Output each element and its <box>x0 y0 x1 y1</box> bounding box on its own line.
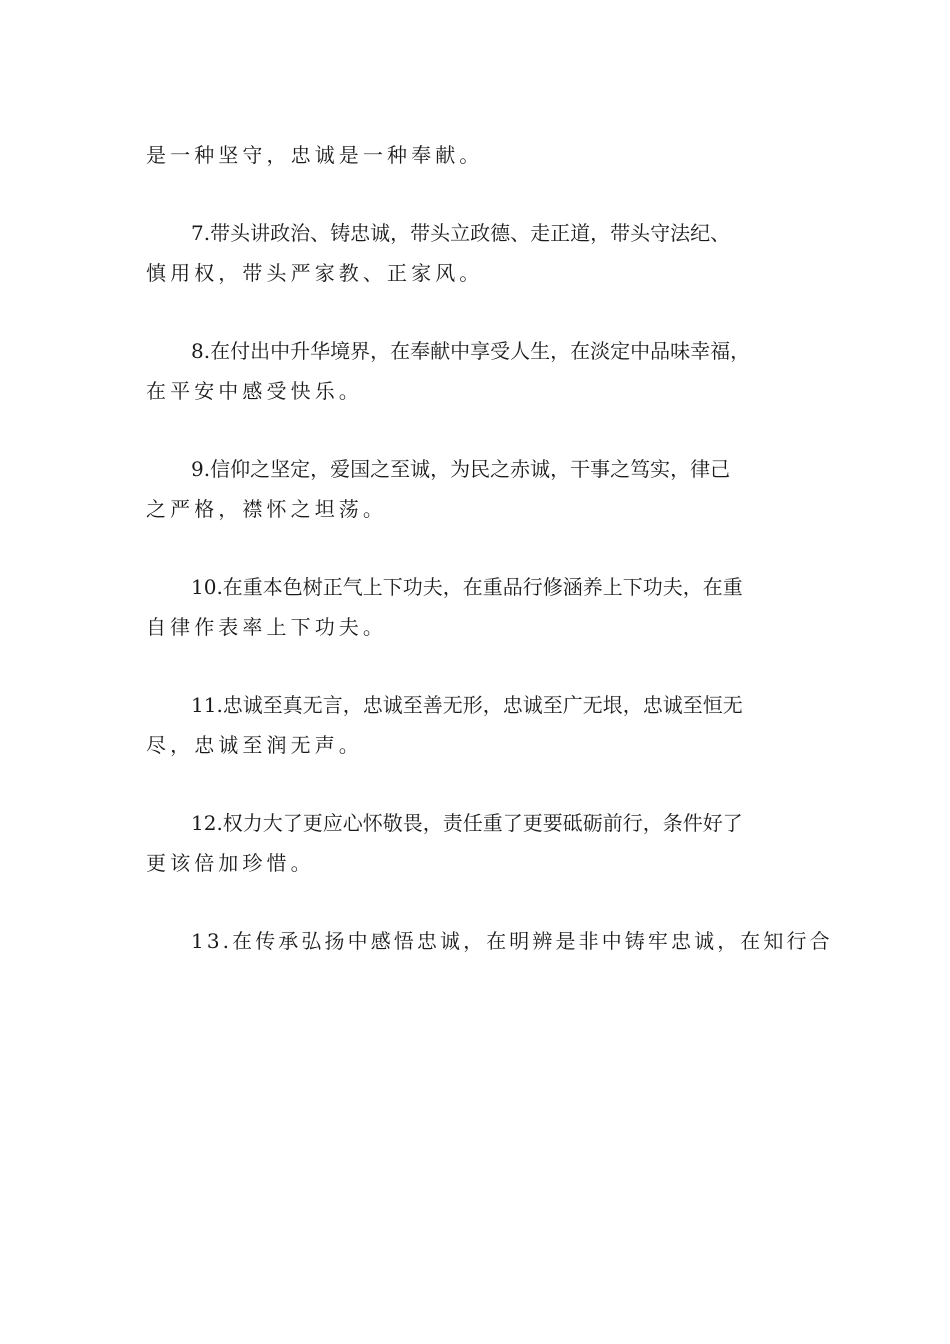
text-line: 自律作表率上下功夫。 <box>146 615 387 639</box>
document-body <box>146 135 833 999</box>
text-line: 之严格，襟怀之坦荡。 <box>146 497 387 521</box>
text-line: 11.忠诚至真无言，忠诚至善无形，忠诚至广无垠，忠诚至恒无 <box>191 693 743 717</box>
text-line: 在平安中感受快乐。 <box>146 379 363 403</box>
paragraph-9 <box>146 449 804 529</box>
paragraph-7 <box>146 213 804 293</box>
paragraph-11 <box>146 685 804 765</box>
text-line: 更该倍加珍惜。 <box>146 851 315 875</box>
paragraph-13 <box>146 921 833 961</box>
text-line: 8.在付出中升华境界，在奉献中享受人生，在淡定中品味幸福， <box>191 339 751 363</box>
text-line: 尽，忠诚至润无声。 <box>146 733 363 757</box>
text-line: 慎用权，带头严家教、正家风。 <box>146 261 484 285</box>
text-line: 13.在传承弘扬中感悟忠诚，在明辨是非中铸牢忠诚，在知行合 <box>191 929 833 953</box>
paragraph-6-end <box>146 135 804 175</box>
paragraph-12 <box>146 803 804 883</box>
text-line: 7.带头讲政治、铸忠诚，带头立政德、走正道，带头守法纪、 <box>191 221 731 245</box>
paragraph-10 <box>146 567 804 647</box>
text-line: 9.信仰之坚定，爱国之至诚，为民之赤诚，干事之笃实，律己 <box>191 457 731 481</box>
text-line: 12.权力大了更应心怀敬畏，责任重了更要砥砺前行，条件好了 <box>191 811 743 835</box>
text-line: 10.在重本色树正气上下功夫，在重品行修涵养上下功夫，在重 <box>191 575 743 599</box>
paragraph-8 <box>146 331 804 411</box>
text-line: 是一种坚守，忠诚是一种奉献。 <box>146 143 484 167</box>
